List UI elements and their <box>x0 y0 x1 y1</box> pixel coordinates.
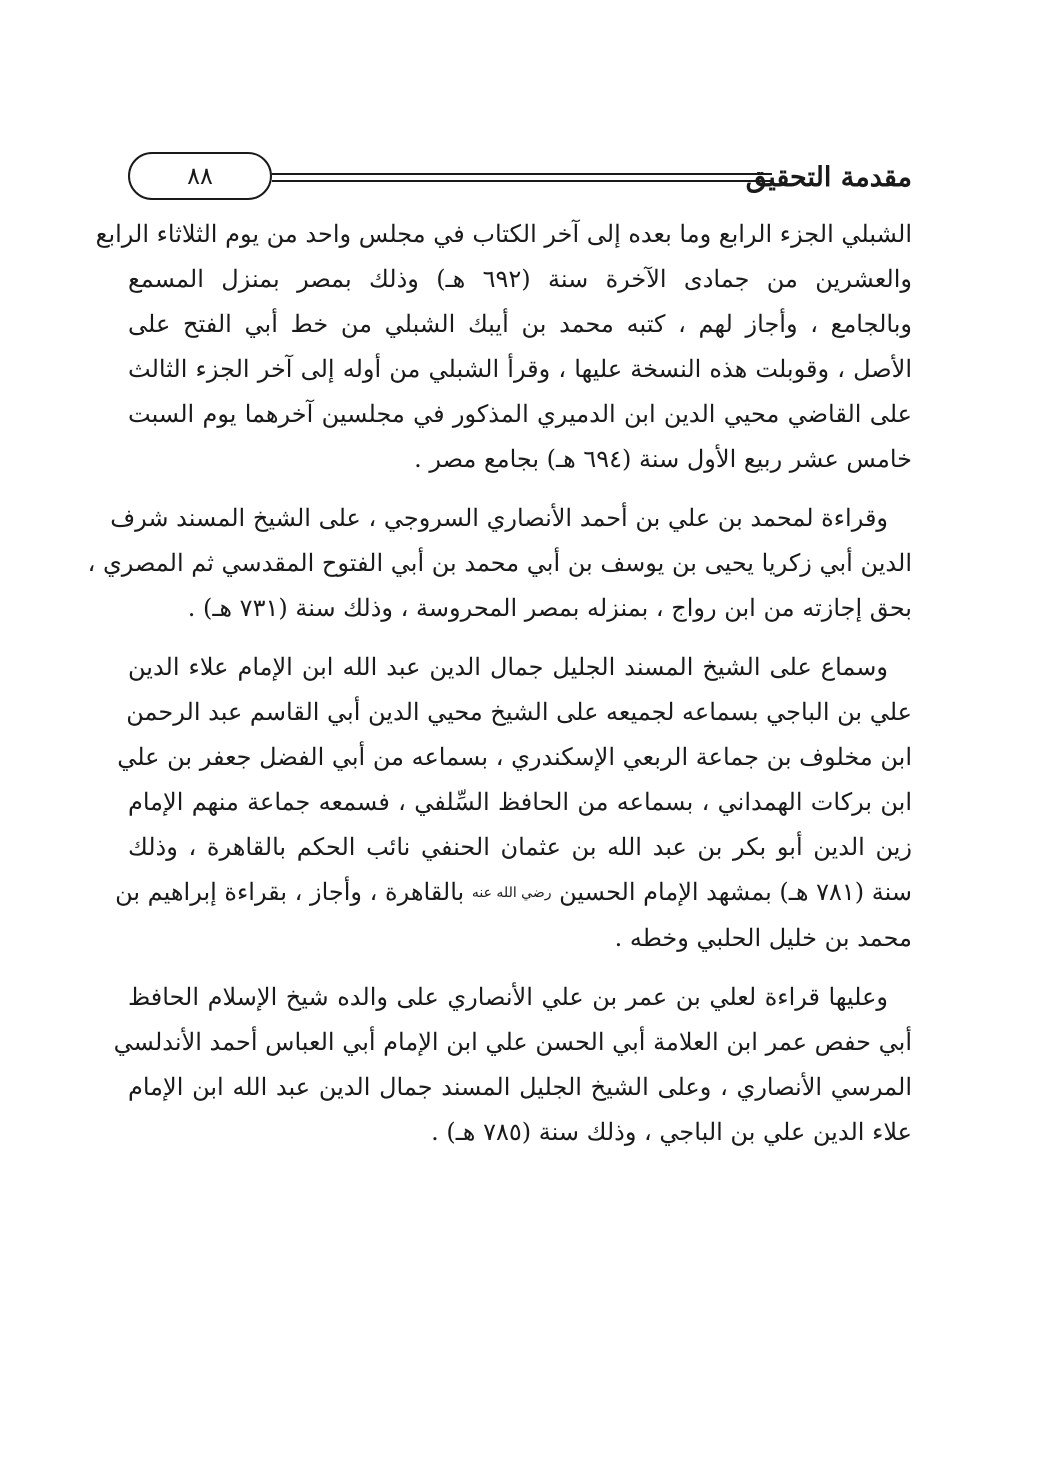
paragraph <box>95 212 913 482</box>
text-line: الأصل ، وقوبلت هذه النسخة عليها ، وقرأ الشبلي من أوله إلى آخر الجزء الثالث <box>128 355 912 383</box>
text-line: والعشرين من جمادى الآخرة سنة (٦٩٢ هـ) وذلك بمصر بمنزل المسمع <box>128 265 913 293</box>
text-line: خامس عشر ربيع الأول سنة (٦٩٤ هـ) بجامع مصر . <box>414 445 912 473</box>
paragraph <box>113 975 912 1155</box>
text-line: علي بن الباجي بسماعه لجميعه على الشيخ محيي الدين أبي القاسم عبد الرحمن <box>126 698 912 726</box>
text-line: وقراءة لمحمد بن علي بن أحمد الأنصاري السروجي ، على الشيخ المسند شرف <box>110 504 888 532</box>
body-text <box>87 212 913 1169</box>
text-line: الدين أبي زكريا يحيى بن يوسف بن أبي محمد بن أبي الفتوح المقدسي ثم المصري ، <box>87 549 912 577</box>
paragraph <box>115 645 912 961</box>
paragraph <box>87 496 912 631</box>
text-line: أبي حفص عمر ابن العلامة أبي الحسن علي ابن الإمام أبي العباس أحمد الأندلسي <box>113 1028 912 1056</box>
text-line: محمد بن خليل الحلبي وخطه . <box>614 924 912 952</box>
text-line <box>115 870 912 916</box>
text-line: الشبلي الجزء الرابع وما بعده إلى آخر الكتاب في مجلس واحد من يوم الثلاثاء الرابع <box>95 220 912 248</box>
page-number: ٨٨ <box>128 152 272 200</box>
text-line: وسماع على الشيخ المسند الجليل جمال الدين عبد الله ابن الإمام علاء الدين <box>128 653 888 681</box>
text-line: وعليها قراءة لعلي بن عمر بن علي الأنصاري على والده شيخ الإسلام الحافظ <box>128 983 888 1011</box>
text-line: المرسي الأنصاري ، وعلى الشيخ الجليل المسند جمال الدين عبد الله ابن الإمام <box>128 1073 912 1101</box>
text-segment: بالقاهرة ، وأجاز ، بقراءة إبراهيم بن <box>115 878 465 906</box>
text-line: زين الدين أبو بكر بن عبد الله بن عثمان الحنفي نائب الحكم بالقاهرة ، وذلك <box>128 833 912 861</box>
text-line: علاء الدين علي بن الباجي ، وذلك سنة (٧٨٥ هـ) . <box>431 1118 912 1146</box>
page-header <box>128 152 912 208</box>
honorific-symbol: رضي الله عنه <box>471 885 552 901</box>
text-segment: سنة (٧٨١ هـ) بمشهد الإمام الحسين <box>559 878 912 906</box>
text-line: بحق إجازته من ابن رواج ، بمنزله بمصر المحروسة ، وذلك سنة (٧٣١ هـ) . <box>187 594 912 622</box>
header-rule <box>272 173 772 182</box>
text-line: ابن بركات الهمداني ، بسماعه من الحافظ السِّلفي ، فسمعه جماعة منهم الإمام <box>128 788 912 816</box>
text-line: على القاضي محيي الدين ابن الدميري المذكور في مجلسين آخرهما يوم السبت <box>128 400 912 428</box>
page-title: مقدمة التحقيق <box>745 162 912 193</box>
text-line: وبالجامع ، وأجاز لهم ، كتبه محمد بن أيبك الشبلي من خط أبي الفتح على <box>128 310 912 338</box>
text-line: ابن مخلوف بن جماعة الربعي الإسكندري ، بسماعه من أبي الفضل جعفر بن علي <box>117 743 912 771</box>
